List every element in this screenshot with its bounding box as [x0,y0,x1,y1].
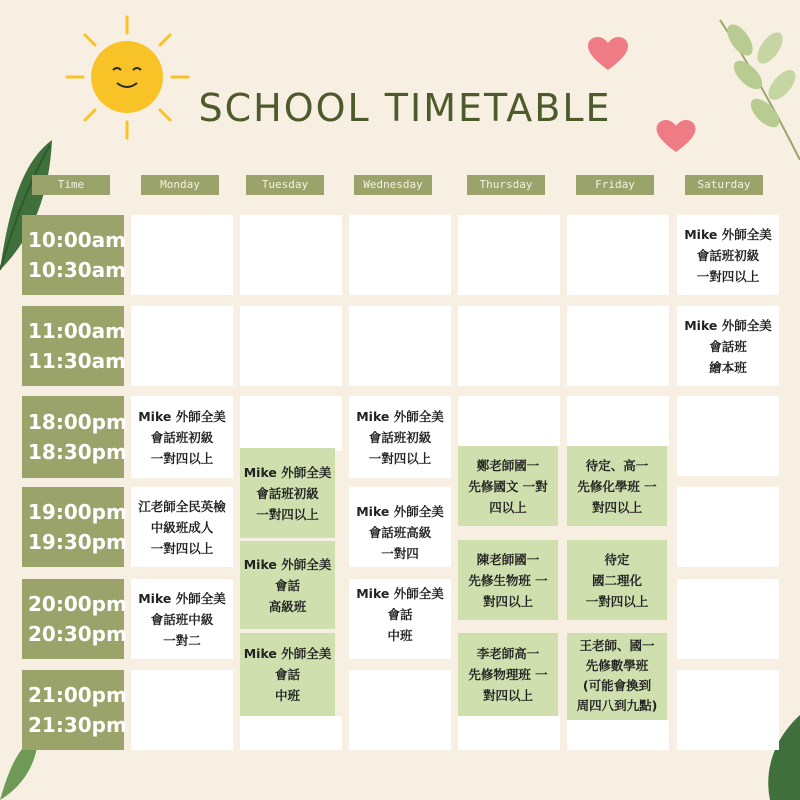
time-slot: 10:00am 10:30am [22,215,124,295]
header-thursday: Thursday [467,175,545,195]
empty-cell [240,215,342,295]
class-text: Mike 外師全美 會話班初級 一對四以上 [138,408,226,466]
header-time: Time [32,175,110,195]
empty-cell [131,215,233,295]
class-text: 李老師高一 先修物理班 一 對四以上 [468,646,548,703]
time-slot: 20:00pm 20:30pm [22,579,124,659]
header-wednesday: Wednesday [354,175,432,195]
empty-cell [567,215,669,295]
empty-cell [458,215,560,295]
empty-cell [240,306,342,386]
class-text: Mike 外師全美 會話班高級 一對四 [356,503,444,561]
class-text: 鄭老師國一 先修國文 一對 四以上 [468,457,548,515]
empty-cell [677,487,779,567]
leaf-branch-icon [710,10,800,160]
time-slot: 21:00pm 21:30pm [22,670,124,750]
empty-cell [349,306,451,386]
empty-cell [349,215,451,295]
class-text: 王老師、國一 先修數學班 (可能會換到 周四八到九點) [576,637,658,713]
class-text: 待定、高一 先修化學班 一 對四以上 [577,457,657,515]
class-text: Mike 外師全美 會話班 繪本班 [684,317,772,375]
empty-cell [240,716,342,750]
class-text: Mike 外師全美 會話班初級 一對四以上 [356,408,444,466]
class-text: Mike 外師全美 會話班初級 一對四以上 [243,464,332,522]
class-text: 江老師全民英檢 中級班成人 一對四以上 [138,498,226,556]
empty-cell [567,306,669,386]
class-text: Mike 外師全美 會話 中班 [243,646,332,703]
header-monday: Monday [141,175,219,195]
class-text: Mike 外師全美 會話班初級 一對四以上 [684,226,772,284]
time-slot: 18:00pm 18:30pm [22,396,124,478]
empty-cell [131,306,233,386]
class-text: Mike 外師全美 會話班中級 一對二 [138,590,226,648]
empty-cell [458,306,560,386]
class-text: Mike 外師全美 會話 中班 [356,585,444,643]
header-tuesday: Tuesday [246,175,324,195]
class-text: Mike 外師全美 會話 高級班 [243,556,332,614]
heart-icon [656,120,696,154]
page-title: SCHOOL TIMETABLE [198,86,612,130]
empty-cell [677,579,779,659]
sun-icon [65,15,190,140]
header-saturday: Saturday [685,175,763,195]
header-friday: Friday [576,175,654,195]
time-slot: 11:00am 11:30am [22,306,124,386]
heart-icon [588,37,628,72]
empty-cell [349,670,451,750]
class-text: 陳老師國一 先修生物班 一 對四以上 [468,551,548,609]
empty-cell [458,396,560,446]
empty-cell [567,396,669,446]
empty-cell [567,720,669,750]
class-text: 待定 國二理化 一對四以上 [585,551,649,609]
empty-cell [131,670,233,750]
empty-cell [240,396,342,451]
empty-cell [458,716,560,750]
empty-cell [677,396,779,476]
empty-cell [677,670,779,750]
time-slot: 19:00pm 19:30pm [22,487,124,567]
